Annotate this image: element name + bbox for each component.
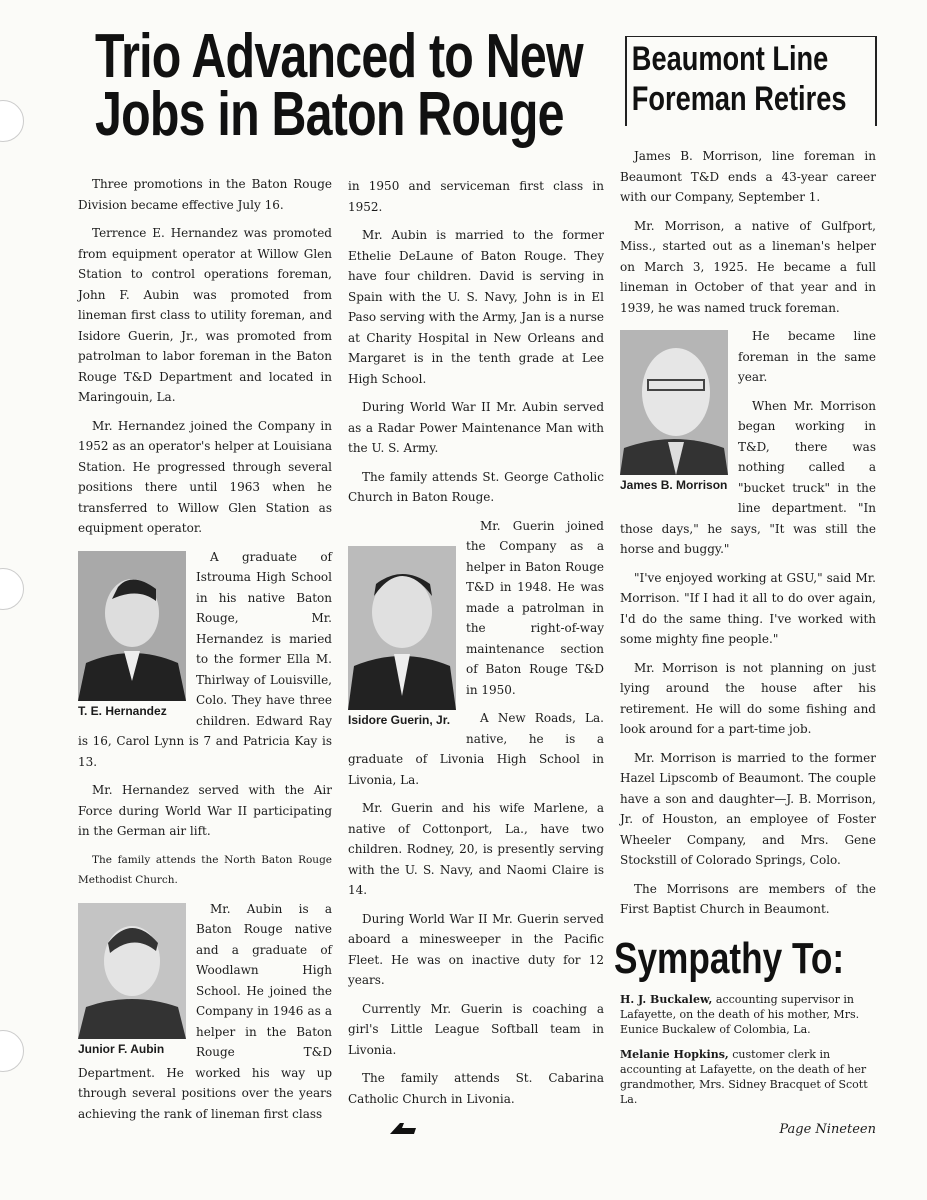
sympathy-name: H. J. Buckalew, xyxy=(620,992,713,1006)
paragraph: Currently Mr. Guerin is coaching a girl's Little League Softball team in Livonia. xyxy=(348,1001,604,1057)
retire-headline-box xyxy=(625,36,877,126)
photo-caption: T. E. Hernandez xyxy=(78,703,167,718)
paragraph: The family attends the North Baton Rouge Methodist Church. xyxy=(78,853,332,886)
column-2 xyxy=(348,176,604,1138)
punch-hole xyxy=(0,1030,24,1072)
headline-line: Trio Advanced to New xyxy=(95,22,583,91)
paragraph: Mr. Guerin joined the Company as a helper in Baton Rouge T&D in 1948. He was made a patrolman in the right-of-way maintenance section of Baton Rouge T&D in 1950. xyxy=(466,518,604,697)
photo-morrison xyxy=(620,330,728,495)
photo-caption: James B. Morrison xyxy=(620,478,728,492)
photo-aubin xyxy=(78,903,186,1059)
paragraph: The family attends St. George Catholic Church in Baton Rouge. xyxy=(348,469,604,504)
paragraph: A New Roads, La. native, he is a graduate of Livonia High School in Livonia, La. xyxy=(348,711,604,787)
photo-caption: Isidore Guerin, Jr. xyxy=(348,712,451,727)
photo-guerin xyxy=(348,546,456,730)
paragraph: He became line foreman in the same year. xyxy=(738,329,876,384)
sympathy-heading: Sympathy To: xyxy=(614,933,845,983)
paragraph: "I've enjoyed working at GSU," said Mr. Morrison. "If I had it all to do over again, I'd do the same thing. I've worked with some mighty fine people." xyxy=(620,570,876,646)
portrait-image xyxy=(78,551,186,701)
photo-hernandez xyxy=(78,551,186,721)
column-3 xyxy=(614,146,876,1159)
paragraph: Terrence E. Hernandez was promoted from equipment operator at Willow Glen Station to control operations foreman, John F. Aubin was promoted from lineman first class to utility foreman, and Isidore Guerin, Jr., was promoted from patrolman to labor foreman in the Baton Rouge T&D Department and located in Maringouin, La. xyxy=(78,226,332,404)
punch-hole xyxy=(0,100,24,142)
paragraph: When Mr. Morrison began working in T&D, there was nothing called a "bucket truck" in the line department. "In those days," he says, "It was still the horse and buggy." xyxy=(620,398,876,556)
paragraph: James B. Morrison, line foreman in Beaumont T&D ends a 43-year career with our Company, September 1. xyxy=(620,149,876,204)
headline-line: Jobs in Baton Rouge xyxy=(95,80,564,149)
paragraph: Mr. Morrison, a native of Gulfport, Miss., started out as a lineman's helper on March 3, 1925. He became a full lineman in October of that year and in 1939, he was named truck foreman. xyxy=(620,218,876,315)
paragraph: Mr. Guerin and his wife Marlene, a native of Cottonport, La., have two children. Rodney, 20, is presently serving with the U. S. Navy, and Naomi Claire is 14. xyxy=(348,801,604,897)
paragraph: Three promotions in the Baton Rouge Division became effective July 16. xyxy=(78,177,332,212)
paragraph: During World War II Mr. Guerin served aboard a minesweeper in the Pacific Fleet. He was on inactive duty for 12 years. xyxy=(348,911,604,987)
paragraph: Mr. Morrison is married to the former Hazel Lipscomb of Beaumont. The couple have a son and daughter—J. B. Morrison, Jr. of Houston, an employee of Foster Wheeler Company, and Mrs. Gene Stockstill of Colorado Springs, Colo. xyxy=(620,750,876,867)
paragraph: The Morrisons are members of the First Baptist Church in Beaumont. xyxy=(620,881,876,916)
photo-caption: Junior F. Aubin xyxy=(78,1041,165,1056)
sympathy-text: accounting supervisor in Lafayette, on the death of his mother, Mrs. Eunice Buckalew of Colombia, La. xyxy=(620,992,860,1036)
paragraph: Mr. Aubin is a Baton Rouge native and a graduate of Woodlawn High School. He joined the Company in 1946 as a helper in the Baton Rouge T&D Department. He worked his way up through several positions over the years achieving the rank of lineman first class xyxy=(78,901,332,1121)
paragraph: During World War II Mr. Aubin served as a Radar Power Maintenance Man with the U. S. Army. xyxy=(348,400,604,455)
paragraph: Mr. Aubin is married to the former Ethelie DeLaune of Baton Rouge. They have four children. David is serving in Spain with the U. S. Navy, John is in El Paso serving with the Army, Jan is a nurse at Charity Hospital in New Orleans and Margaret is in the tenth grade at Lee High School. xyxy=(348,228,605,386)
main-headline xyxy=(95,22,583,149)
column-1 xyxy=(78,174,332,1132)
paragraph: The family attends St. Cabarina Catholic Church in Livonia. xyxy=(348,1071,604,1106)
sympathy-list xyxy=(620,992,876,1107)
company-logo-icon xyxy=(388,1120,418,1136)
portrait-image xyxy=(620,330,728,475)
punch-hole xyxy=(0,568,24,610)
portrait-image xyxy=(78,903,186,1039)
sympathy-text: customer clerk in accounting at Lafayette, on the death of her grandmother, Mrs. Sidney Bracquet of Scott La. xyxy=(620,1047,868,1106)
page-number: Page Nineteen xyxy=(779,1121,876,1137)
paragraph: in 1950 and serviceman first class in 1952. xyxy=(348,179,604,214)
paragraph: Mr. Morrison is not planning on just lying around the house after his retirement. He will do some fishing and look around for a part-time job. xyxy=(620,660,876,736)
sympathy-entry xyxy=(620,992,876,1037)
sympathy-entry xyxy=(620,1047,876,1107)
sympathy-name: Melanie Hopkins, xyxy=(620,1047,729,1061)
retire-headline-line: Beaumont Line xyxy=(631,40,829,78)
portrait-image xyxy=(348,546,456,710)
paragraph: A graduate of Istrouma High School in his native Baton Rouge, Mr. Hernandez is maried to the former Ella M. Thirlway of Louisville, Colo. They have three children. Edward Ray is 16, Carol Lynn is 7 and Patricia Kay is 13. xyxy=(78,549,332,769)
paragraph: Mr. Hernandez joined the Company in 1952 as an operator's helper at Louisiana Station. He progressed through several positions there until 1963 when he transferred to Willow Glen Station as equipment operator. xyxy=(78,418,332,535)
retire-headline-line: Foreman Retires xyxy=(631,80,847,118)
paragraph: Mr. Hernandez served with the Air Force during World War II participating in the German air lift. xyxy=(78,783,332,838)
